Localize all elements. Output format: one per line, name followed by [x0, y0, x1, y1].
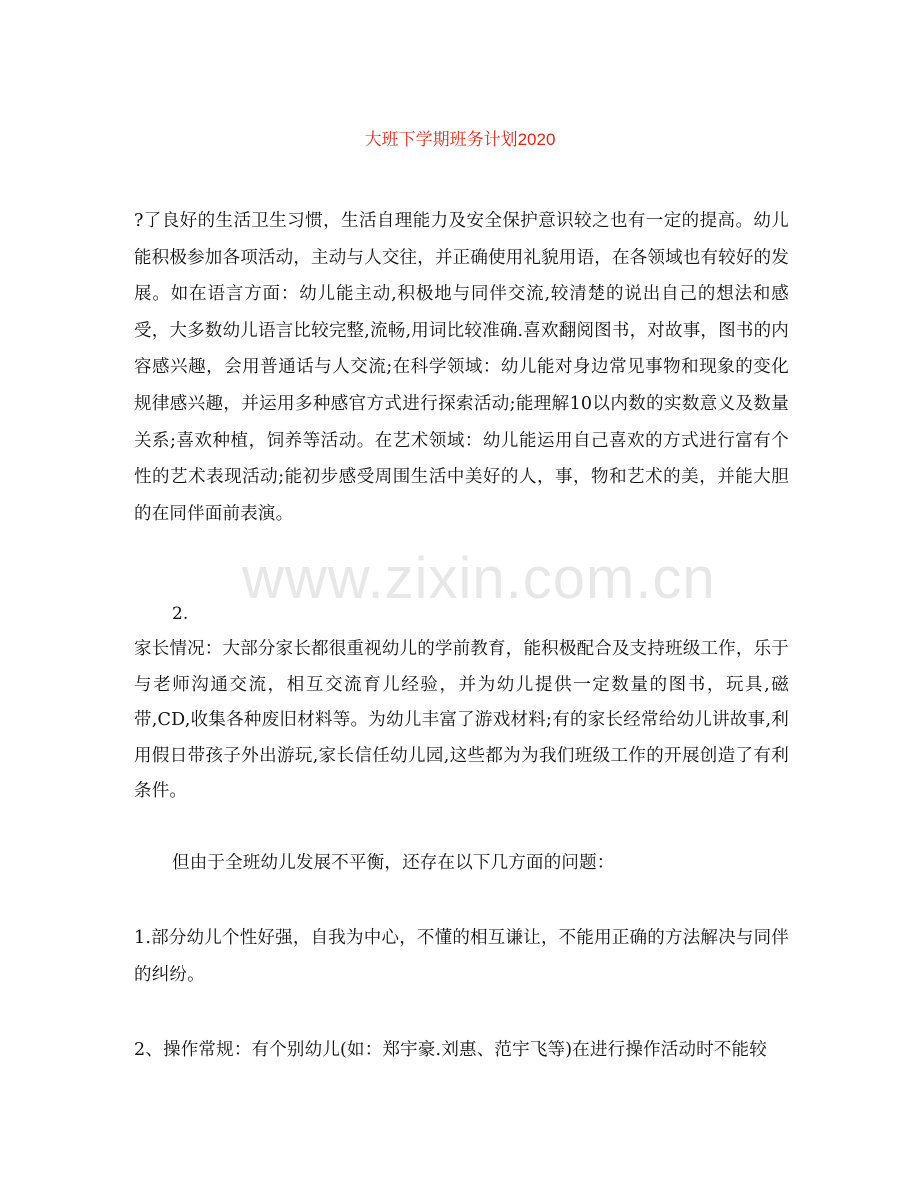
- paragraph-problem-2: 2、操作常规：有个别幼儿(如：郑宇豪.刘惠、范宇飞等)在进行操作活动时不能较: [134, 1040, 767, 1060]
- section-number: 2.: [172, 604, 189, 624]
- paragraph-problems-intro: 但由于全班幼儿发展不平衡，还存在以下几方面的问题：: [172, 853, 615, 873]
- watermark: www.zixin.com.cn: [242, 546, 716, 611]
- document-title: 大班下学期班务计划2020: [364, 130, 556, 149]
- paragraph-parents: 家长情况：大部分家长都很重视幼儿的学前教育，能积极配合及支持班级工作，乐于与老师沟通交流，相互交流育儿经验，并为幼儿提供一定数量的图书，玩具,磁带,CD,收集各种废旧材料等。为幼儿丰富了游戏材料;有的家长经常给幼儿讲故事,利用假日带孩子外出游玩,家长信任幼儿园,这些都为为我们班级工作的开展创造了有利条件。: [134, 639, 789, 801]
- paragraph-problem-1: 1.部分幼儿个性好强，自我为中心，不懂的相互谦让，不能用正确的方法解决与同伴的纠纷。: [134, 928, 789, 985]
- paragraph-child-development: ?了良好的生活卫生习惯，生活自理能力及安全保护意识较之也有一定的提高。幼儿能积极参加各项活动，主动与人交往，并正确使用礼貌用语，在各领域也有较好的发展。如在语言方面：幼儿能主动,积极地与同伴交流,较清楚的说出自己的想法和感受，大多数幼儿语言比较完整,流畅,用词比较准确.喜欢翻阅图书，对故事，图书的内容感兴趣，会用普通话与人交流;在科学领域：幼儿能对身边常见事物和现象的变化规律感兴趣，并运用多种感官方式进行探索活动;能理解10以内数的实数意义及数量关系;喜欢种植，饲养等活动。在艺术领域：幼儿能运用自己喜欢的方式进行富有个性的艺术表现活动;能初步感受周围生活中美好的人，事，物和艺术的美，并能大胆的在同伴面前表演。: [134, 211, 789, 524]
